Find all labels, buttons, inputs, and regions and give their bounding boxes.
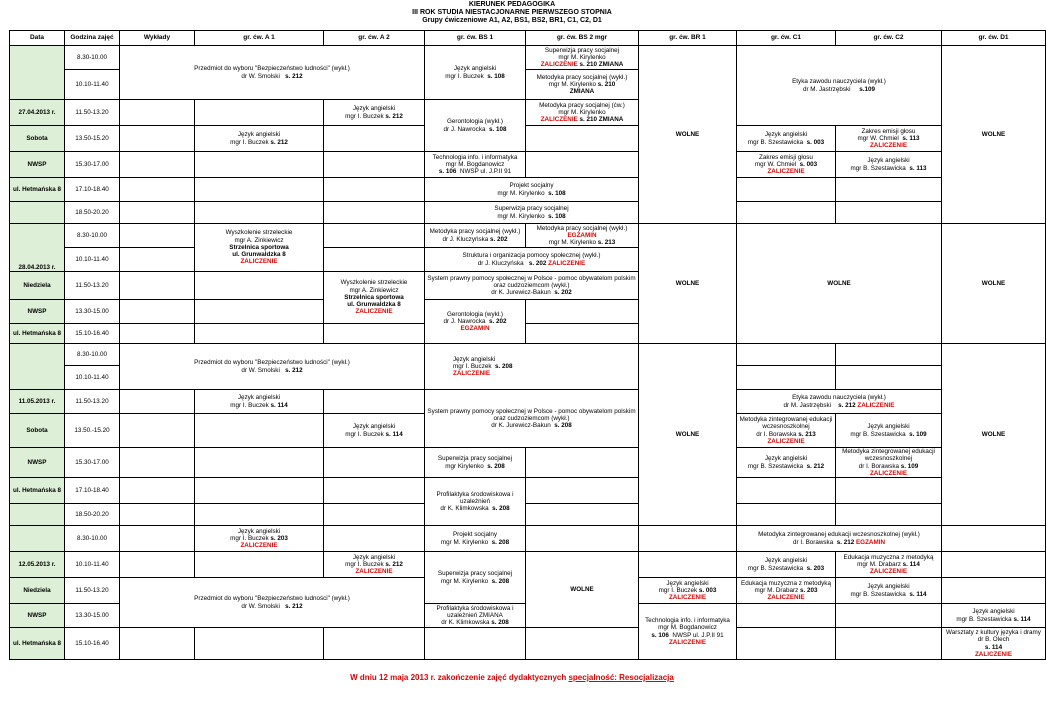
table-row (10, 152, 1046, 178)
faculty-title: KIERUNEK PEDAGOGIKA (468, 1, 556, 8)
class-cell (195, 324, 324, 344)
class-cell (836, 604, 942, 628)
class-cell: Język angielski mgr I. Buczek s. 212 ZALICZENIE (324, 552, 425, 578)
class-cell (120, 178, 195, 202)
class-cell (324, 202, 425, 224)
time-cell: 11.50-13.20 (65, 100, 120, 126)
class-cell: Metodyka zintegrowanej edukacji wczesnoszkolnej dr I. Borawska s. 213 ZALICZENIE (737, 414, 836, 448)
table-row (10, 526, 1046, 552)
time-cell: 13.50-15.20 (65, 126, 120, 152)
free-cell: WOLNE (942, 46, 1046, 224)
class-cell (120, 448, 195, 478)
class-cell: Gerontologia (wykł.) dr J. Nawrocka s. 108 (425, 100, 526, 152)
class-cell (737, 604, 836, 628)
class-cell (737, 478, 836, 504)
class-cell: Język angielski mgr B. Szestawicka s. 114 (836, 578, 942, 604)
class-cell (639, 552, 737, 578)
class-cell (195, 478, 324, 504)
class-cell (526, 526, 639, 552)
class-cell (836, 628, 942, 660)
class-cell (120, 414, 195, 448)
class-cell: Metodyka pracy socjalnej (wykł.) EGZAMIN mgr M. Kirylenko s. 213 (526, 224, 639, 248)
date-cell (10, 46, 65, 100)
free-cell: WOLNE (737, 224, 942, 344)
col-header-lectures: Wykłady (120, 31, 195, 46)
time-cell: 10.10-11.40 (65, 70, 120, 100)
class-cell (120, 552, 195, 578)
time-cell: 15.30-17.00 (65, 152, 120, 178)
date-cell: ul. Hetmańska 8 (10, 628, 65, 660)
date-cell (10, 504, 65, 526)
table-row (10, 126, 1046, 152)
table-row (10, 478, 1046, 504)
col-header-c1: gr. ćw. C1 (737, 31, 836, 46)
class-cell (195, 202, 324, 224)
class-cell: Język angielski mgr I. Buczek s. 203 ZALICZENIE (195, 526, 324, 552)
date-cell: 12.05.2013 r. (10, 552, 65, 578)
free-cell: WOLNE (942, 344, 1046, 526)
time-cell: 11.50-13.20 (65, 390, 120, 414)
class-cell: Zakres emisji głosu mgr W. Chmiel s. 003 ZALICZENIE (737, 152, 836, 178)
class-cell: Projekt socjalny mgr M. Kirylenko s. 108 (425, 178, 639, 202)
class-cell (324, 224, 425, 248)
class-cell (737, 344, 836, 366)
class-cell (195, 552, 324, 578)
class-cell (942, 552, 1046, 578)
class-cell: Struktura i organizacja pomocy społecznej (wykł.) dr J. Kluczyńska s. 202 ZALICZENIE (425, 248, 639, 272)
table-row (10, 390, 1046, 414)
col-header-time: Godzina zajęć (65, 31, 120, 46)
class-cell: Język angielski mgr I. Buczek s. 003 ZALICZENIE (639, 578, 737, 604)
date-cell: NWSP (10, 152, 65, 178)
class-cell (195, 504, 324, 526)
date-cell: NWSP (10, 300, 65, 324)
class-cell (526, 152, 639, 178)
class-cell (120, 324, 195, 344)
class-cell (324, 178, 425, 202)
class-cell (120, 202, 195, 224)
date-cell: 11.05.2013 r. (10, 390, 65, 414)
class-cell (639, 526, 737, 552)
class-cell: System prawny pomocy społecznej w Polsce - pomoc obywatelom polskim oraz cudzoziemcom (wykł.) dr K. Jurewicz-Bakun s. 202 (425, 272, 639, 300)
class-cell (120, 504, 195, 526)
time-cell: 13.30-15.00 (65, 300, 120, 324)
free-cell: WOLNE (942, 224, 1046, 344)
table-row (10, 202, 1046, 224)
class-cell: Gerontologia (wykł.) dr J. Nawrocka s. 202 EGZAMIN (425, 300, 526, 344)
class-cell (324, 448, 425, 478)
class-cell (195, 272, 324, 300)
class-cell: Superwizja pracy socjalnej mgr M. Kirylenko s. 208 (425, 552, 526, 604)
time-cell: 10.10-11.40 (65, 552, 120, 578)
document-header (0, 0, 1024, 25)
class-cell (942, 526, 1046, 552)
class-cell (324, 152, 425, 178)
class-cell: Język angielski mgr I. Buczek s. 212 (324, 100, 425, 126)
date-cell (10, 202, 65, 224)
footer-text: W dniu 12 maja 2013 r. zakończenie zajęć dydaktycznych (350, 673, 567, 682)
class-cell (526, 478, 639, 504)
class-cell: Przedmiot do wyboru "Bezpieczeństwo ludności" (wykł.) dr W. Smolski s. 212 (120, 578, 425, 628)
class-cell (526, 448, 639, 478)
class-cell: Edukacja muzyczna z metodyką mgr M. Drabarz s. 114 ZALICZENIE (836, 552, 942, 578)
class-cell (324, 324, 425, 344)
free-cell: WOLNE (526, 552, 639, 628)
date-cell: Sobota (10, 414, 65, 448)
class-cell (195, 152, 324, 178)
class-cell: Profilaktyka środowiskowa i uzależnień dr K. Klimkowska s. 208 (425, 478, 526, 526)
class-cell (120, 300, 195, 324)
class-cell (526, 300, 639, 324)
class-cell (836, 178, 942, 202)
table-row (10, 552, 1046, 578)
date-cell (10, 344, 65, 390)
date-cell: Sobota (10, 126, 65, 152)
time-cell: 15.10-16.40 (65, 324, 120, 344)
time-cell: 17.10-18.40 (65, 478, 120, 504)
free-cell: WOLNE (639, 344, 737, 526)
class-cell: Projekt socjalny mgr M. Kirylenko s. 208 (425, 526, 526, 552)
class-cell (942, 578, 1046, 604)
class-cell: Język angielski mgr I. Buczek s. 108 (425, 46, 526, 100)
class-cell: Etyka zawodu nauczyciela (wykł.) dr M. Jastrzębski s. 212 ZALICZENIE (737, 390, 942, 414)
class-cell: Język angielski mgr I. Buczek s. 208 ZALICZENIE (425, 344, 639, 390)
class-cell (324, 504, 425, 526)
time-cell: 15.30-17.00 (65, 448, 120, 478)
schedule-table (9, 30, 1046, 660)
date-cell: ul. Hetmańska 8 (10, 178, 65, 202)
class-cell (526, 324, 639, 344)
table-row (10, 46, 1046, 70)
class-cell: Język angielski mgr B. Szestawicka s. 203 (737, 552, 836, 578)
class-cell (526, 628, 639, 660)
class-cell: Etyka zawodu nauczyciela (wykł.) dr M. Jastrzębski s.109 (737, 46, 942, 126)
col-header-d1: gr. ćw. D1 (942, 31, 1046, 46)
class-cell: Język angielski mgr B. Szestawicka s. 114 (942, 604, 1046, 628)
class-cell (195, 628, 324, 660)
class-cell: Wyszkolenie strzeleckie mgr A. Zinkiewicz Strzelnica sportowa ul. Grunwaldzka 8 ZALICZENIE (324, 272, 425, 324)
class-cell: Język angielski mgr I. Buczek s. 114 (195, 390, 324, 414)
class-cell: Przedmiot do wyboru "Bezpieczeństwo ludności" (wykł.) dr W. Smolski s. 212 (120, 344, 425, 390)
class-cell: Profilaktyka środowiskowa i uzależnień ZMIANA dr K. Klimkowska s. 208 (425, 604, 526, 628)
class-cell: Język angielski mgr B. Szestawicka s. 212 (737, 448, 836, 478)
class-cell: Zakres emisji głosu mgr W. Chmiel s. 113 ZALICZENIE (836, 126, 942, 152)
class-cell (836, 366, 942, 390)
class-cell (195, 300, 324, 324)
class-cell (120, 224, 195, 248)
table-row (10, 628, 1046, 660)
time-cell: 8.30-10.00 (65, 344, 120, 366)
class-cell (737, 366, 836, 390)
class-cell: Język angielski mgr I. Buczek s. 114 (324, 414, 425, 448)
class-cell (195, 100, 324, 126)
class-cell (120, 152, 195, 178)
col-header-bs1: gr. ćw. BS 1 (425, 31, 526, 46)
class-cell: Technologia info. i informatyka mgr M. Bogdanowicz s. 106 NWSP ul. J.P.II 91 (425, 152, 526, 178)
time-cell: 13.50.-15.20 (65, 414, 120, 448)
time-cell: 11.50-13.20 (65, 272, 120, 300)
class-cell (324, 478, 425, 504)
time-cell: 15.10-16.40 (65, 628, 120, 660)
class-cell: Superwizja pracy socjalnej mgr M. Kirylenko ZALICZENIE s. 210 ZMIANA (526, 46, 639, 70)
time-cell: 8.30-10.00 (65, 46, 120, 70)
col-header-bs2: gr. ćw. BS 2 mgr (526, 31, 639, 46)
free-cell: WOLNE (639, 46, 737, 224)
date-cell: 28.04.2013 r. (10, 224, 65, 272)
class-cell (120, 126, 195, 152)
table-row (10, 504, 1046, 526)
table-row (10, 344, 1046, 366)
class-cell (120, 248, 195, 272)
class-cell (836, 478, 942, 504)
class-cell (120, 628, 195, 660)
class-cell: System prawny pomocy społecznej w Polsce - pomoc obywatelom polskim oraz cudzoziemcom (wykł.) dr K. Jurewicz-Bakun s. 208 (425, 390, 639, 448)
study-title: III ROK STUDIA NIESTACJONARNE PIERWSZEGO STOPNIA (412, 9, 612, 16)
class-cell (120, 100, 195, 126)
class-cell: Metodyka zintegrowanej edukacji wczesnoszkolnej dr I. Borawska s. 109 ZALICZENIE (836, 448, 942, 478)
table-row (10, 448, 1046, 478)
col-header-date: Data (10, 31, 65, 46)
date-cell: NWSP (10, 448, 65, 478)
time-cell: 18.50-20.20 (65, 504, 120, 526)
col-header-a1: gr. ćw. A 1 (195, 31, 324, 46)
class-cell (195, 178, 324, 202)
table-row (10, 224, 1046, 248)
date-cell (10, 526, 65, 552)
time-cell: 8.30-10.00 (65, 224, 120, 248)
date-cell: 27.04.2013 r. (10, 100, 65, 126)
date-cell: Niedziela (10, 272, 65, 300)
time-cell: 11.50-13.20 (65, 578, 120, 604)
time-cell: 13.30-15.00 (65, 604, 120, 628)
class-cell: Superwizja pracy socjalnej mgr Kirylenko s. 208 (425, 448, 526, 478)
date-cell: NWSP (10, 604, 65, 628)
class-cell: Język angielski mgr B. Szestawicka s. 109 (836, 414, 942, 448)
date-cell: ul. Hetmańska 8 (10, 324, 65, 344)
class-cell: Superwizja pracy socjalnej mgr M. Kirylenko s. 108 (425, 202, 639, 224)
class-cell (737, 178, 836, 202)
groups-title: Grupy ćwiczeniowe A1, A2, BS1, BS2, BR1, C1, C2, D1 (422, 17, 602, 24)
class-cell: Technologia info. i informatyka mgr M. Bogdanowicz s. 106 NWSP ul. J.P.II 91 ZALICZENIE (639, 604, 737, 660)
time-cell: 17.10-18.40 (65, 178, 120, 202)
class-cell (425, 628, 526, 660)
class-cell (324, 628, 425, 660)
class-cell (737, 504, 836, 526)
time-cell: 8.30-10.00 (65, 526, 120, 552)
class-cell: Warsztaty z kultury języka i dramy dr B. Olech s. 114 ZALICZENIE (942, 628, 1046, 660)
class-cell (836, 202, 942, 224)
table-row (10, 178, 1046, 202)
class-cell (737, 202, 836, 224)
class-cell (120, 526, 195, 552)
class-cell (836, 504, 942, 526)
footer-note (0, 673, 1024, 682)
class-cell (195, 414, 324, 448)
class-cell (737, 628, 836, 660)
free-cell: WOLNE (639, 224, 737, 344)
class-cell (120, 478, 195, 504)
class-cell (195, 448, 324, 478)
time-cell: 18.50-20.20 (65, 202, 120, 224)
date-cell: Niedziela (10, 578, 65, 604)
class-cell (324, 526, 425, 552)
class-cell: Język angielski mgr I. Buczek s. 212 (195, 126, 324, 152)
time-cell: 10.10-11.40 (65, 366, 120, 390)
class-cell: Przedmiot do wyboru "Bezpieczeństwo ludności" (wykł.) dr W. Smolski s. 212 (120, 46, 425, 100)
class-cell: Język angielski mgr B. Szestawicka s. 003 (737, 126, 836, 152)
class-cell (324, 126, 425, 152)
class-cell (120, 390, 195, 414)
class-cell (526, 126, 639, 152)
class-cell (324, 248, 425, 272)
class-cell: Metodyka pracy socjalnej (ćw.) mgr M. Kirylenko ZALICZENIE s. 210 ZMIANA (526, 100, 639, 126)
col-header-c2: gr. ćw. C2 (836, 31, 942, 46)
class-cell (324, 390, 425, 414)
col-header-a2: gr. ćw. A 2 (324, 31, 425, 46)
class-cell: Edukacja muzyczna z metodyką mgr M. Drabarz s. 203 ZALICZENIE (737, 578, 836, 604)
class-cell: Wyszkolenie strzeleckie mgr A. Zinkiewicz Strzelnica sportowa ul. Grunwaldzka 8 ZALICZENIE (195, 224, 324, 272)
class-cell: Metodyka zintegrowanej edukacji wczesnoszkolnej (wykł.) dr I. Borawska s. 212 EGZAMIN (737, 526, 942, 552)
footer-specialty: specjalność: Resocjalizacja (568, 673, 674, 682)
class-cell (120, 272, 195, 300)
class-cell: Metodyka pracy socjalnej (wykł.) dr J. Kluczyńska s. 202 (425, 224, 526, 248)
class-cell: Metodyka pracy socjalnej (wykł.) mgr M. Kirylenko s. 210 ZMIANA (526, 70, 639, 100)
class-cell (526, 504, 639, 526)
class-cell: Język angielski mgr B. Szestawicka s. 113 (836, 152, 942, 178)
col-header-br1: gr. ćw. BR 1 (639, 31, 737, 46)
header-row (10, 31, 1046, 46)
date-cell: ul. Hetmańska 8 (10, 478, 65, 504)
class-cell (836, 344, 942, 366)
time-cell: 10.10-11.40 (65, 248, 120, 272)
